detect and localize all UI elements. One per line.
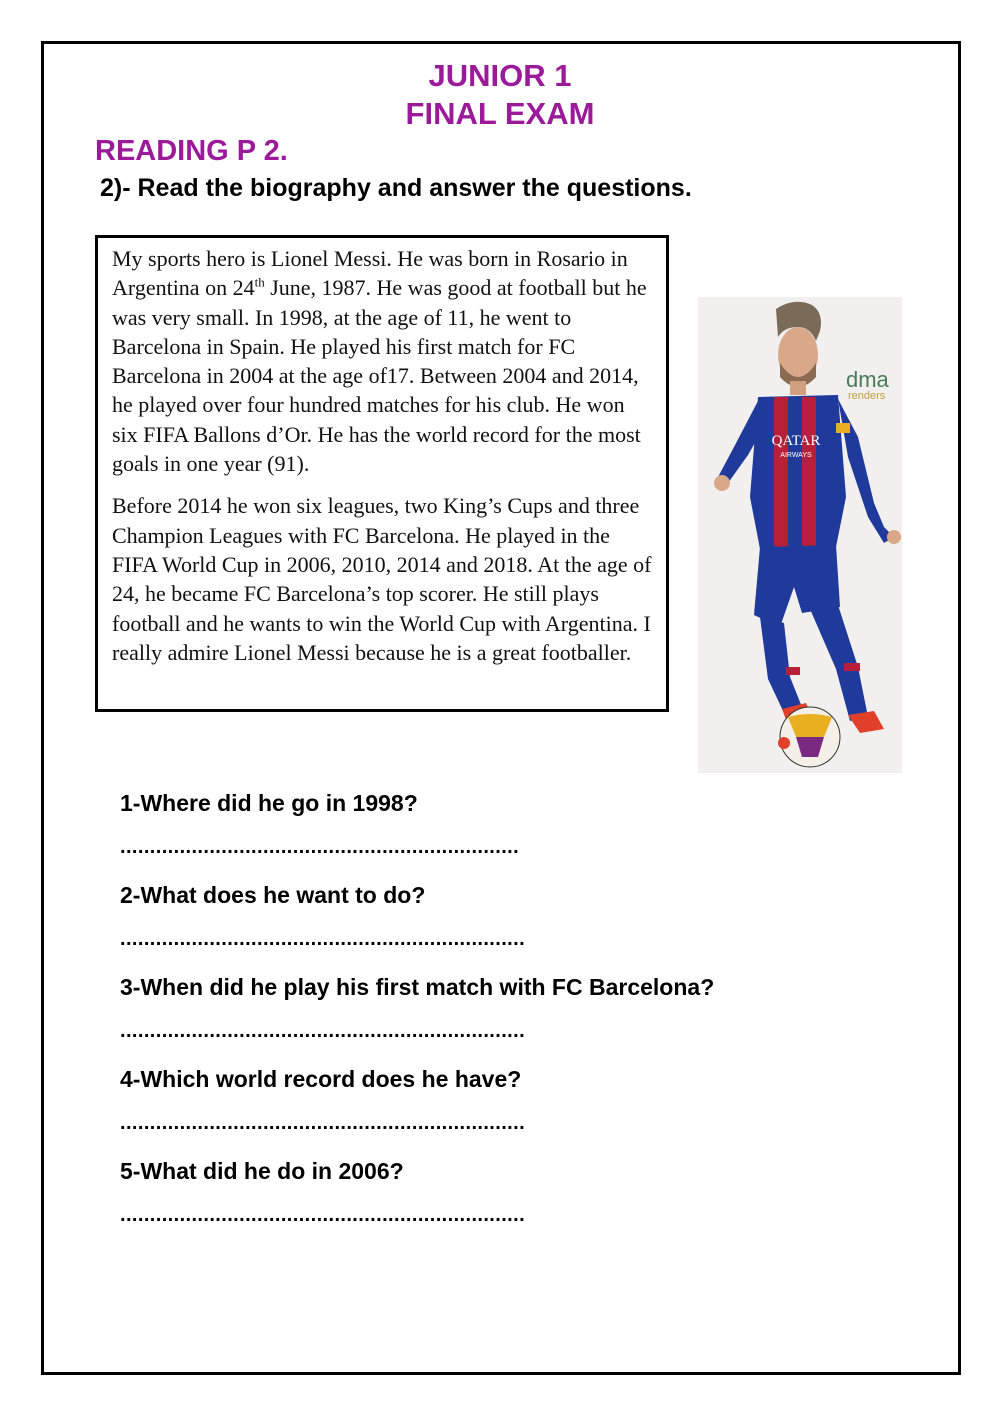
biography-p1-ordinal: th [254,274,265,290]
biography-p1-start: My sports hero is Lionel Messi. He was born in Rosario in Argentina on 24 [112,246,628,301]
biography-paragraph-2: Before 2014 he won six leagues, two King’s Cups and three Champion Leagues with FC Barcelona. He played in the FIFA World Cup in 2006, 2010, 2014 and 2018. At the age of 24, he became FC Barcelona’s top scorer. He still plays football and he wants to win the World Cup with Argentina. I really admire Lionel Messi because he is a great footballer. [112,493,652,665]
biography-p1-rest: June, 1987. He was good at football but he was very small. In 1998, at the age of 11, he went to Barcelona in Spain. He played his first match for FC Barcelona in 2004 at the age of17. Between 2004 and 2014, he played over four hundred matches for his club. He won six FIFA Ballons d’Or. He has the world record for the most goals in one year (91). [112,275,647,477]
right-hand [887,530,901,544]
right-arm [838,399,894,543]
question-2: 2-What does he want to do? [120,882,426,908]
watermark-subtext: renders [848,390,886,402]
sock-band-left [786,667,800,675]
biography-box [95,235,669,712]
sponsor-text: QATAR [771,433,821,449]
captain-armband [836,423,850,433]
exam-title-line1: JUNIOR 1 [428,58,572,93]
left-hand [714,475,730,491]
jersey-shape [750,395,846,549]
answer-line-3[interactable]: .................................................................... [120,1020,526,1042]
neck-shape [790,381,806,395]
answer-line-1[interactable]: ................................................................... [120,836,520,858]
biography-paragraph-1 [112,244,652,478]
question-5: 5-What did he do in 2006? [120,1158,404,1184]
sock-band-right [844,663,860,671]
footballer-illustration [698,297,902,773]
jersey-stripe-2 [802,397,816,547]
sponsor-subtext: AIRWAYS [780,452,812,459]
question-4: 4-Which world record does he have? [120,1066,522,1092]
question-3: 3-When did he play his first match with FC Barcelona? [120,974,715,1000]
ball-panel-red [778,737,790,749]
right-boot [848,711,884,733]
left-leg-sock [760,617,802,713]
footballer-photo [698,297,902,773]
section-heading: READING P 2. [95,135,288,167]
question-1: 1-Where did he go in 1998? [120,790,418,816]
jersey-stripe-1 [774,397,788,547]
answer-line-5[interactable]: .................................................................... [120,1204,526,1226]
questions-list [120,785,820,1245]
exam-title-line2: FINAL EXAM [405,96,595,131]
watermark-text: dma [846,367,889,392]
instruction-text: 2)- Read the biography and answer the questions. [100,174,692,202]
answer-line-2[interactable]: .................................................................... [120,928,526,950]
answer-line-4[interactable]: .................................................................... [120,1112,526,1134]
